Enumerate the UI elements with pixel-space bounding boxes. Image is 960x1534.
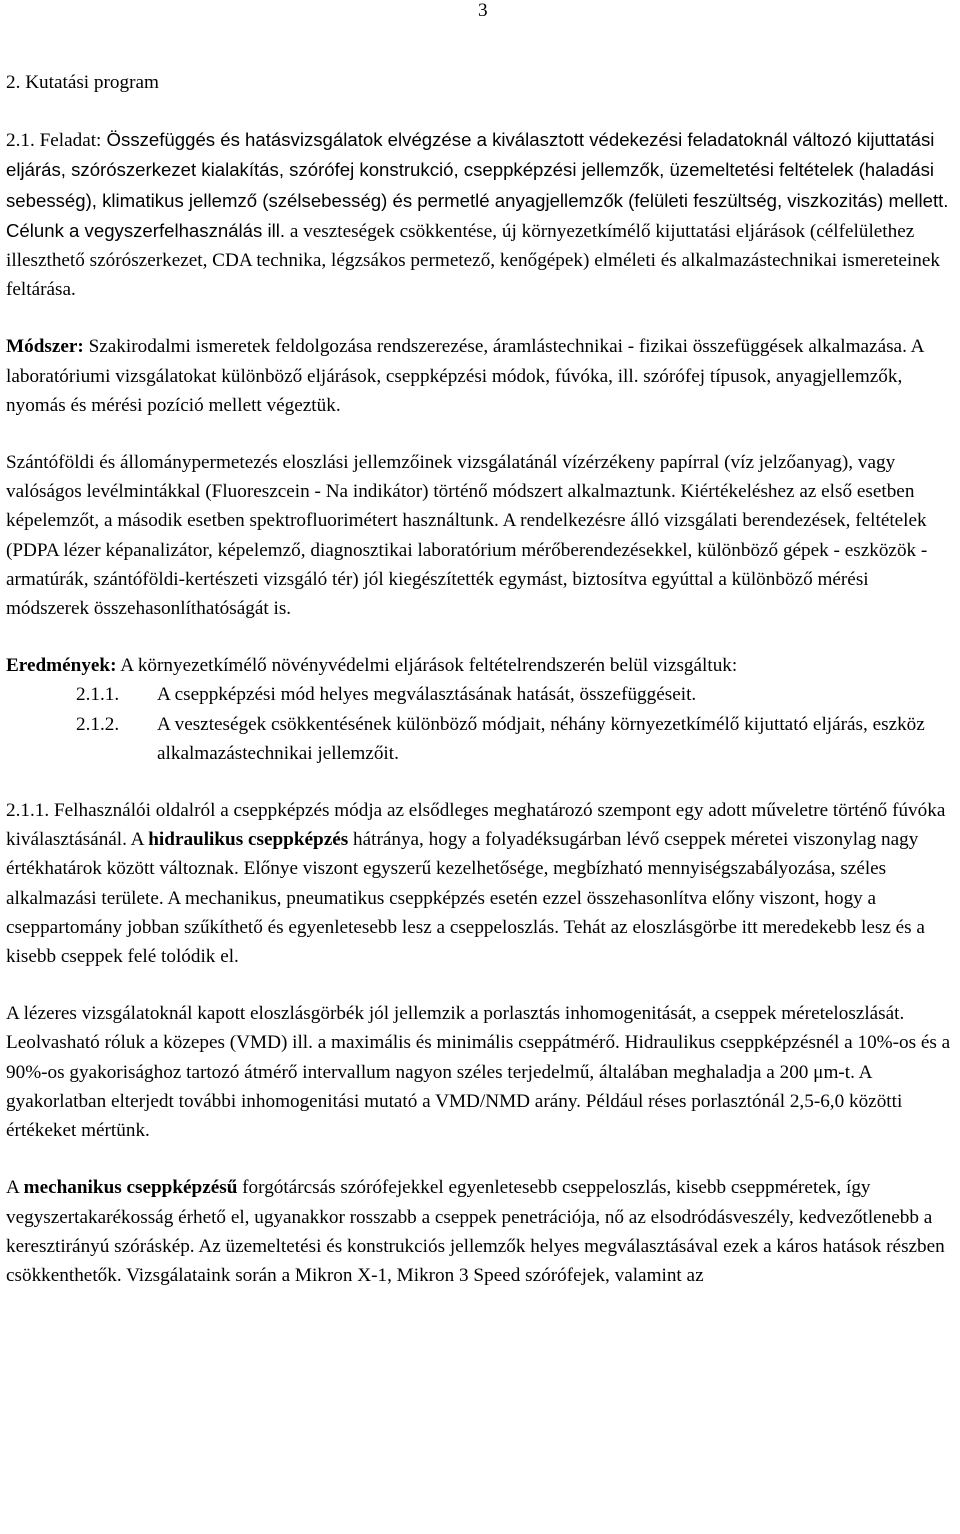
results-paragraph <box>6 651 956 680</box>
spacer <box>6 623 956 651</box>
results-label: Eredmények: <box>6 655 117 677</box>
results-list-item <box>6 680 956 709</box>
task-paragraph <box>6 125 956 304</box>
list-item-number: 2.1.1. <box>76 684 120 706</box>
section-211-number: 2.1.1. <box>6 800 50 822</box>
list-item-text: A veszteségek csökkentésének különböző módjait, néhány környezetkímélő kijuttató eljárás, eszköz alkalmazástechnikai jellemzőit. <box>157 713 925 764</box>
method-text: Szakirodalmi ismeretek feldolgozása rendszerezése, áramlástechnikai - fizikai összefüggések alkalmazása. A laboratóriumi vizsgálatokat különböző eljárások, cseppképzési módok, fúvóka, ill. szórófej típusok, anyagjellemzők, nyomás és mérési pozíció mellett végeztük. <box>6 336 924 416</box>
spacer <box>6 768 956 796</box>
spacer <box>6 971 956 999</box>
field-test-paragraph: Szántóföldi és állománypermetezés eloszlási jellemzőinek vizsgálatánál vízérzékeny papírral (víz jelzőanyag), vagy valóságos levélmintákkal (Fluoreszcein - Na indikátor) történő módszert alkalmaztunk. Kiértékeléshez az első esetben képelemzőt, a második esetben spektrofluorimétert használtunk. A rendelkezésre álló vizsgálati berendezések, feltételek (PDPA lézer képanalizátor, képelemző, diagnosztikai laboratórium mérőberendezésekkel, különböző gépek - eszközök - armatúrák, szántóföldi-kertészeti vizsgáló tér) jól kiegészítették egymást, biztosítva egyúttal a különböző mérési módszerek összehasonlíthatóságát is. <box>6 452 928 620</box>
results-text: A környezetkímélő növényvédelmi eljárások feltételrendszerén belül vizsgáltuk: <box>116 655 738 677</box>
mechanical-text-a: A <box>6 1177 24 1199</box>
mechanical-text-b: forgótárcsás szórófejekkel egyenletesebb cseppeloszlás, kisebb cseppméretek, így vegyszertakarékosság érhető el, ugyanakkor rosszabb a cseppek penetrációja, nő az elsodródásveszély, kedvezőtlenebb a keresztirányú szóráskép. Az üzemeltetési és konstrukciós jellemzők helyes megválasztásával ezek a káros hatások részben csökkenthetők. Vizsgálataink során a Mikron X-1, Mikron 3 Speed szórófejek, valamint az <box>6 1177 945 1286</box>
spacer <box>6 304 956 332</box>
mechanical-bold: mechanikus cseppképzésű <box>23 1177 238 1199</box>
page-number: 3 <box>478 0 488 21</box>
task-label: 2.1. Feladat: <box>6 130 102 152</box>
list-item-text: A cseppképzési mód helyes megválasztásának hatását, összefüggéseit. <box>157 684 697 706</box>
list-item-number: 2.1.2. <box>76 713 120 735</box>
method-label: Módszer: <box>6 336 84 358</box>
section-211-text-b: hátránya, hogy a folyadéksugárban lévő cseppek méretei viszonylag nagy értékhatárok között változnak. Előnye viszont egyszerű kezelhetősége, megbízható mennyiségszabályozása, széles alkalmazási területe. A mechanikus, pneumatikus cseppképzés esetén ezzel összehasonlítva előny viszont, hogy a cseppartomány jobban szűkíthető és egyenletesebb lesz a cseppeloszlás. Tehát az eloszlásgörbe itt meredekebb lesz és a kisebb cseppek felé tolódik el. <box>6 829 925 968</box>
task-text-serif: a veszteségek csökkentése, új környezetkímélő kijuttatási eljárások (célfelülethez illeszthető szórószerkezet, CDA technika, légzsákos permetező, kenőgépek) elméleti és alkalmazástechnikai ismereteinek feltárása. <box>6 220 940 301</box>
spacer <box>6 1145 956 1173</box>
spacer <box>6 97 956 125</box>
spacer <box>6 420 956 448</box>
method-paragraph <box>6 332 956 420</box>
section-heading: 2. Kutatási program <box>6 72 159 93</box>
document-body <box>6 68 956 1290</box>
results-list-item <box>6 710 956 768</box>
mechanical-paragraph <box>6 1173 956 1290</box>
section-211-text-a: Felhasználói oldalról a cseppképzés módja az elsődleges meghatározó szempont egy adott műveletre történő fúvóka kiválasztásánál. A <box>6 800 946 851</box>
section-211-paragraph <box>6 796 956 971</box>
laser-paragraph: A lézeres vizsgálatoknál kapott eloszlásgörbék jól jellemzik a porlasztás inhomogenitását, a cseppek méreteloszlását. Leolvasható róluk a közepes (VMD) ill. a maximális és minimális cseppátmérő. Hidraulikus cseppképzésnél a 10%-os és a 90%-os gyakorisághoz tartozó átmérő intervallum nagyon széles terjedelmű, általában meghaladja a 200 μm-t. A gyakorlatban elterjedt további inhomogenitási mutató a VMD/NMD arány. Például réses porlasztónál 2,5-6,0 közötti értékeket mértünk. <box>6 1003 951 1142</box>
task-text-sans: Összefüggés és hatásvizsgálatok elvégzése a kiválasztott védekezési feladatoknál változó kijuttatási eljárás, szórószerkezet kialakítás, szórófej konstrukció, cseppképzési jellemzők, üzemeltetési feltételek (haladási sebesség), klimatikus jellemző (szélsebesség) és permetlé anyagjellemzők (felületi feszültség, viszkozitás) mellett. Célunk a vegyszerfelhasználás ill. <box>6 129 949 241</box>
section-211-bold: hidraulikus cseppképzés <box>148 829 349 851</box>
